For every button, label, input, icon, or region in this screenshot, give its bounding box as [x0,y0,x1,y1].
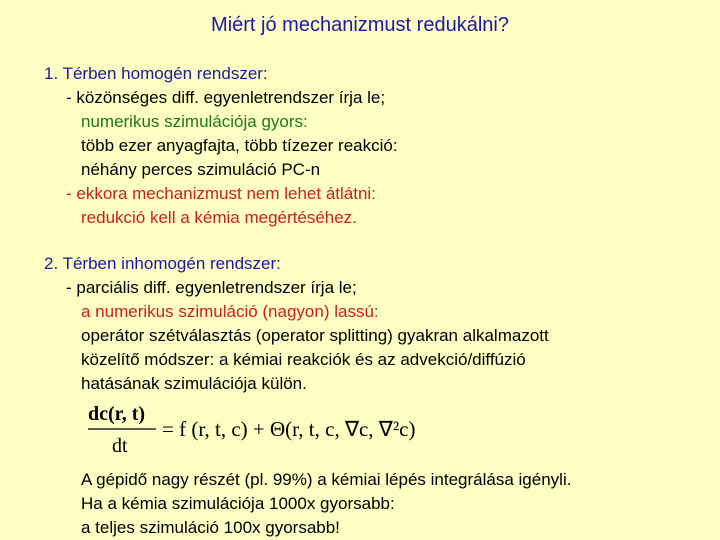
closing-line1: A gépidő nagy részét (pl. 99%) a kémiai lépés integrálása igényli. [81,470,572,489]
section2-line5: hatásának szimulációja külön. [81,374,307,393]
formula-rhs: = f (r, t, c) + Θ(r, t, c, ∇c, ∇²c) [162,417,416,441]
ode-formula [88,400,458,458]
formula-denominator: dt [112,435,128,457]
section1-heading: 1. Térben homogén rendszer: [44,64,268,83]
closing-line3: a teljes szimuláció 100x gyorsabb! [81,518,340,537]
slide-title: Miért jó mechanizmust redukálni? [211,14,509,36]
section1-line4: néhány perces szimuláció PC-n [81,160,321,179]
section1-line6: redukció kell a kémia megértéséhez. [81,208,357,227]
section1-line1: - közönséges diff. egyenletrendszer írja le; [66,88,386,107]
section2-line4: közelítő módszer: a kémiai reakciók és az advekció/diffúzió [81,350,526,369]
section2-line2: a numerikus szimuláció (nagyon) lassú: [81,302,379,321]
section1-line2: numerikus szimulációja gyors: [81,112,308,131]
section2-line3: operátor szétválasztás (operator splitting) gyakran alkalmazott [81,326,549,345]
section1-line3: több ezer anyagfajta, több tízezer reakció: [81,136,398,155]
section2-line1: - parciális diff. egyenletrendszer írja le; [66,278,357,297]
section1-line5: - ekkora mechanizmust nem lehet átlátni: [66,184,376,203]
closing-line2: Ha a kémia szimulációja 1000x gyorsabb: [81,494,395,513]
formula-numerator: dc(r, t) [88,403,146,425]
section2-heading: 2. Térben inhomogén rendszer: [44,254,281,273]
